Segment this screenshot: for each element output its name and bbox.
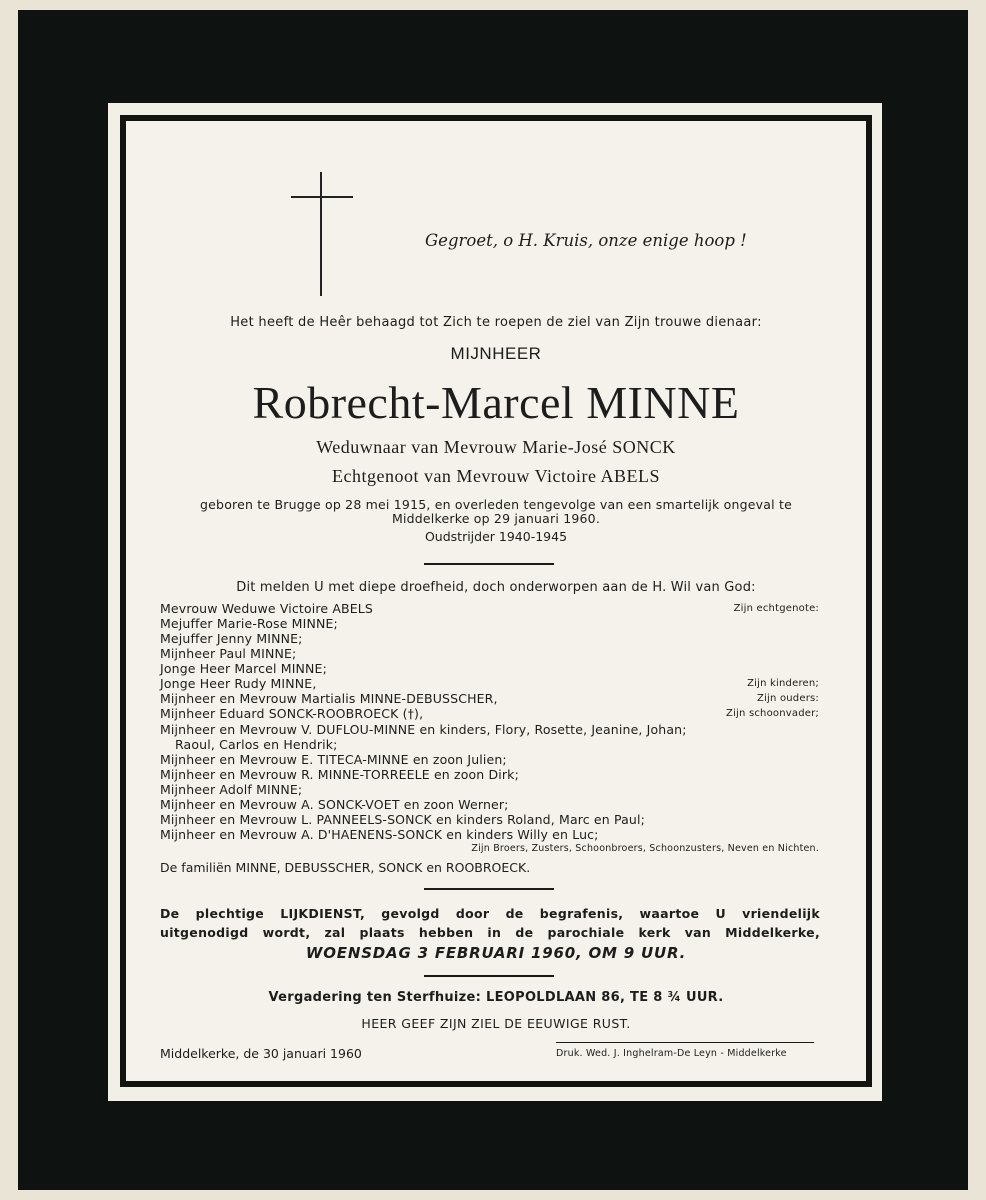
deceased-name: Robrecht-Marcel MINNE (252, 377, 740, 428)
birth-death-line-2: Middelkerke op 29 januari 1960. (391, 511, 600, 526)
cross-icon-bar (291, 196, 353, 198)
birth-death-line-1: geboren te Brugge op 28 mei 1915, en overleden tengevolge van een smartelijk ongeval te (200, 497, 792, 512)
widower-line: Weduwnaar van Mevrouw Marie-José SONCK (316, 437, 676, 457)
divider (424, 975, 554, 977)
family-line: Raoul, Carlos en Hendrik; (175, 737, 338, 752)
family-line: Mevrouw Weduwe Victoire ABELS (160, 601, 374, 616)
family-line: Mijnheer en Mevrouw E. TITECA-MINNE en zoon Julien; (160, 752, 507, 767)
service-line-1: De plechtige LIJKDIENST, gevolgd door de begrafenis, waartoe U vriendelijk (160, 906, 820, 921)
meeting-line: Vergadering ten Sterfhuize: LEOPOLDLAAN 86, TE 8 ¾ UUR. (268, 990, 724, 1005)
family-line: Mijnheer en Mevrouw Martialis MINNE-DEBUSSCHER, (160, 691, 498, 706)
family-line: Jonge Heer Rudy MINNE, (160, 676, 317, 691)
divider (424, 563, 554, 565)
family-line: Mijnheer Eduard SONCK-ROOBROECK (†), (160, 706, 424, 721)
announcement: Dit melden U met diepe droefheid, doch onderworpen aan de H. Wil van God: (236, 580, 756, 595)
family-line: Mejuffer Marie-Rose MINNE; (160, 616, 338, 631)
service-date: WOENSDAG 3 FEBRUARI 1960, OM 9 UUR. (305, 944, 687, 962)
family-line: Mijnheer Adolf MINNE; (160, 782, 303, 797)
families-line: De familiën MINNE, DEBUSSCHER, SONCK en ROOBROECK. (160, 860, 531, 875)
family-line: Mijnheer Paul MINNE; (160, 646, 297, 661)
family-line: Mijnheer en Mevrouw A. D'HAENENS-SONCK en kinders Willy en Luc; (160, 827, 599, 842)
divider (424, 888, 554, 890)
service-line-2: uitgenodigd wordt, zal plaats hebben in de parochiale kerk van Middelkerke, (160, 925, 820, 940)
family-line: Jonge Heer Marcel MINNE; (160, 661, 327, 676)
prayer-line: HEER GEEF ZIJN ZIEL DE EEUWIGE RUST. (361, 1016, 631, 1031)
relation-label: Zijn kinderen; (747, 678, 819, 689)
relation-label: Zijn ouders: (757, 693, 819, 704)
family-line: Mejuffer Jenny MINNE; (160, 631, 303, 646)
family-line: Mijnheer en Mevrouw L. PANNEELS-SONCK en kinders Roland, Marc en Paul; (160, 812, 645, 827)
family-line: Mijnheer en Mevrouw V. DUFLOU-MINNE en kinders, Flory, Rosette, Jeanine, Johan; (160, 722, 687, 737)
printer-credit: Druk. Wed. J. Inghelram-De Leyn - Middelkerke (556, 1048, 787, 1059)
honorific: MIJNHEER (450, 344, 542, 363)
cross-icon (320, 172, 322, 296)
veteran-line: Oudstrijder 1940-1945 (424, 529, 568, 544)
relation-label: Zijn Broers, Zusters, Schoonbroers, Schoonzusters, Neven en Nichten. (471, 843, 819, 854)
printer-rule (556, 1042, 814, 1043)
relation-label: Zijn schoonvader; (726, 708, 819, 719)
intro-text: Het heeft de Heêr behaagd tot Zich te roepen de ziel van Zijn trouwe dienaar: (230, 315, 762, 330)
relation-label: Zijn echtgenote: (733, 603, 819, 614)
spouse-line: Echtgenoot van Mevrouw Victoire ABELS (331, 466, 661, 486)
place-date: Middelkerke, de 30 januari 1960 (160, 1046, 362, 1061)
family-line: Mijnheer en Mevrouw R. MINNE-TORREELE en zoon Dirk; (160, 767, 519, 782)
motto: Gegroet, o H. Kruis, onze enige hoop ! (425, 231, 747, 250)
family-line: Mijnheer en Mevrouw A. SONCK-VOET en zoon Werner; (160, 797, 509, 812)
